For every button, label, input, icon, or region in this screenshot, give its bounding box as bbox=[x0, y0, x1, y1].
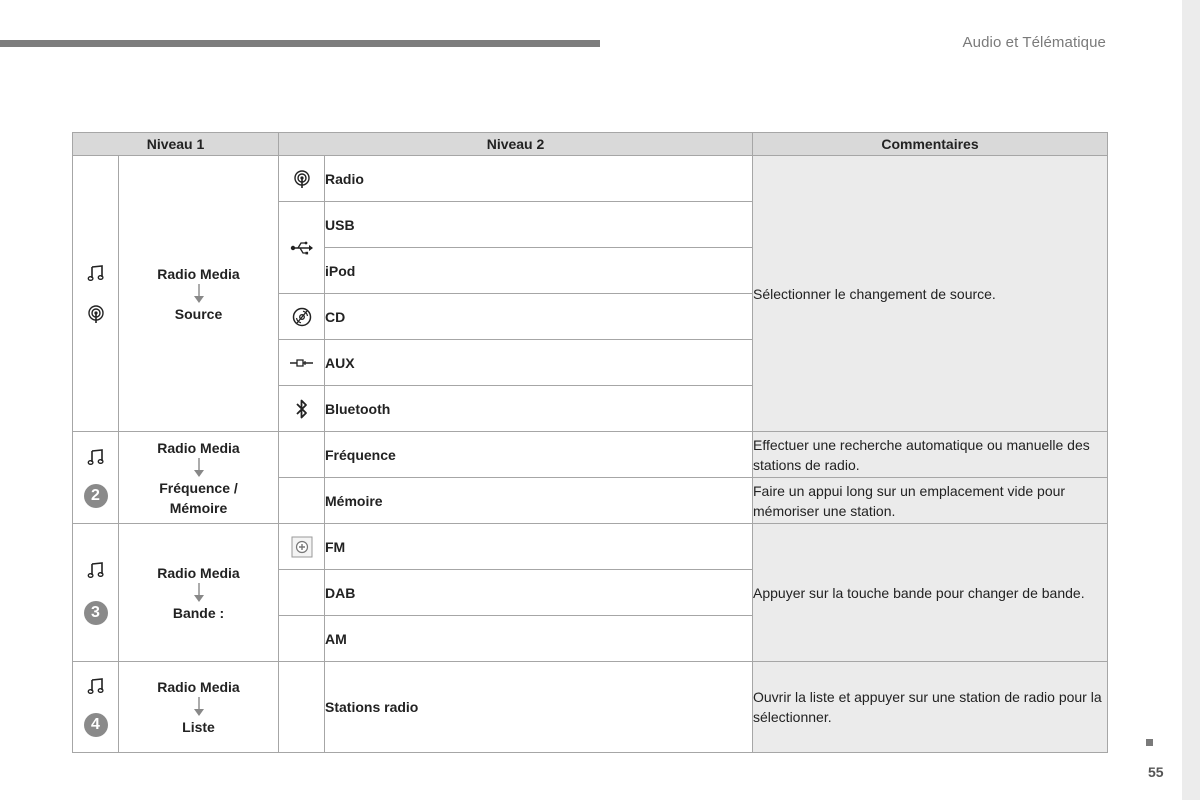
arrow-down-icon bbox=[192, 284, 206, 304]
comment-frequency: Effectuer une recherche automatique ou manuelle des stations de radio. bbox=[753, 432, 1108, 478]
section-list-level1 bbox=[119, 662, 279, 753]
level1-top-label: Radio Media bbox=[157, 564, 240, 581]
comment-source: Sélectionner le changement de source. bbox=[753, 156, 1108, 432]
usb-cell-icon bbox=[279, 202, 325, 294]
section-list-icons bbox=[73, 662, 119, 753]
header-title: Audio et Télématique bbox=[962, 34, 1106, 51]
header-level1: Niveau 1 bbox=[73, 133, 279, 156]
level2-ipod: iPod bbox=[325, 248, 753, 294]
aux-cell-icon bbox=[279, 340, 325, 386]
comment-memory: Faire un appui long sur un emplacement vide pour mémoriser une station. bbox=[753, 478, 1108, 524]
table-row bbox=[73, 156, 1108, 202]
radio-cell-icon bbox=[279, 156, 325, 202]
aux-jack-icon bbox=[279, 358, 324, 368]
music-note-icon bbox=[87, 264, 105, 282]
section-frequency-icons bbox=[73, 432, 119, 524]
level2-dab: DAB bbox=[325, 570, 753, 616]
empty-icon-cell bbox=[279, 616, 325, 662]
arrow-down-icon bbox=[192, 458, 206, 478]
empty-icon-cell bbox=[279, 570, 325, 616]
level2-am: AM bbox=[325, 616, 753, 662]
level1-bottom-label: Fréquence / Mémoire bbox=[159, 479, 238, 516]
arrow-down-icon bbox=[192, 697, 206, 717]
level1-bottom-label: Bande : bbox=[172, 604, 225, 621]
cd-icon bbox=[279, 307, 324, 327]
level2-bluetooth: Bluetooth bbox=[325, 386, 753, 432]
radio-antenna-icon bbox=[86, 304, 106, 324]
level2-fm: FM bbox=[325, 524, 753, 570]
empty-icon-cell bbox=[279, 662, 325, 753]
arrow-down-icon bbox=[192, 583, 206, 603]
table-row bbox=[73, 662, 1108, 753]
comment-list: Ouvrir la liste et appuyer sur une station de radio pour la sélectionner. bbox=[753, 662, 1108, 753]
level2-usb: USB bbox=[325, 202, 753, 248]
table-row bbox=[73, 432, 1108, 478]
level1-top-label: Radio Media bbox=[157, 265, 240, 282]
music-note-icon bbox=[87, 677, 105, 695]
music-note-icon bbox=[87, 448, 105, 466]
header-level2: Niveau 2 bbox=[279, 133, 753, 156]
table-row bbox=[73, 524, 1108, 570]
section-band-icons bbox=[73, 524, 119, 662]
empty-icon-cell bbox=[279, 478, 325, 524]
radio-antenna-icon bbox=[279, 169, 324, 189]
page-marker bbox=[1146, 739, 1153, 746]
menu-table bbox=[72, 132, 1108, 753]
level2-frequency: Fréquence bbox=[325, 432, 753, 478]
bluetooth-icon bbox=[279, 398, 324, 420]
usb-icon bbox=[279, 241, 324, 255]
step-badge: 4 bbox=[84, 713, 108, 737]
header-rule bbox=[0, 40, 600, 47]
level1-top-label: Radio Media bbox=[157, 679, 240, 695]
level2-station-list: Stations radio bbox=[325, 662, 753, 753]
music-note-icon bbox=[87, 561, 105, 579]
section-frequency-level1 bbox=[119, 432, 279, 524]
empty-icon-cell bbox=[279, 432, 325, 478]
fm-cell-icon bbox=[279, 524, 325, 570]
table-header-row bbox=[73, 133, 1108, 156]
step-badge: 2 bbox=[84, 484, 108, 508]
side-margin-bar bbox=[1182, 0, 1200, 800]
section-source-level1 bbox=[119, 156, 279, 432]
comment-band: Appuyer sur la touche bande pour changer de bande. bbox=[753, 524, 1108, 662]
level2-memory: Mémoire bbox=[325, 478, 753, 524]
level2-cd: CD bbox=[325, 294, 753, 340]
plus-box-icon bbox=[279, 536, 324, 558]
level1-bottom-label: Source bbox=[174, 305, 223, 322]
cd-cell-icon bbox=[279, 294, 325, 340]
page-number: 55 bbox=[1148, 764, 1164, 780]
section-source-icons bbox=[73, 156, 119, 432]
section-band-level1 bbox=[119, 524, 279, 662]
level1-top-label: Radio Media bbox=[157, 439, 240, 456]
step-badge: 3 bbox=[84, 601, 108, 625]
bluetooth-cell-icon bbox=[279, 386, 325, 432]
header-comments: Commentaires bbox=[753, 133, 1108, 156]
level2-aux: AUX bbox=[325, 340, 753, 386]
level1-bottom-label: Liste bbox=[182, 719, 215, 735]
level2-radio: Radio bbox=[325, 156, 753, 202]
